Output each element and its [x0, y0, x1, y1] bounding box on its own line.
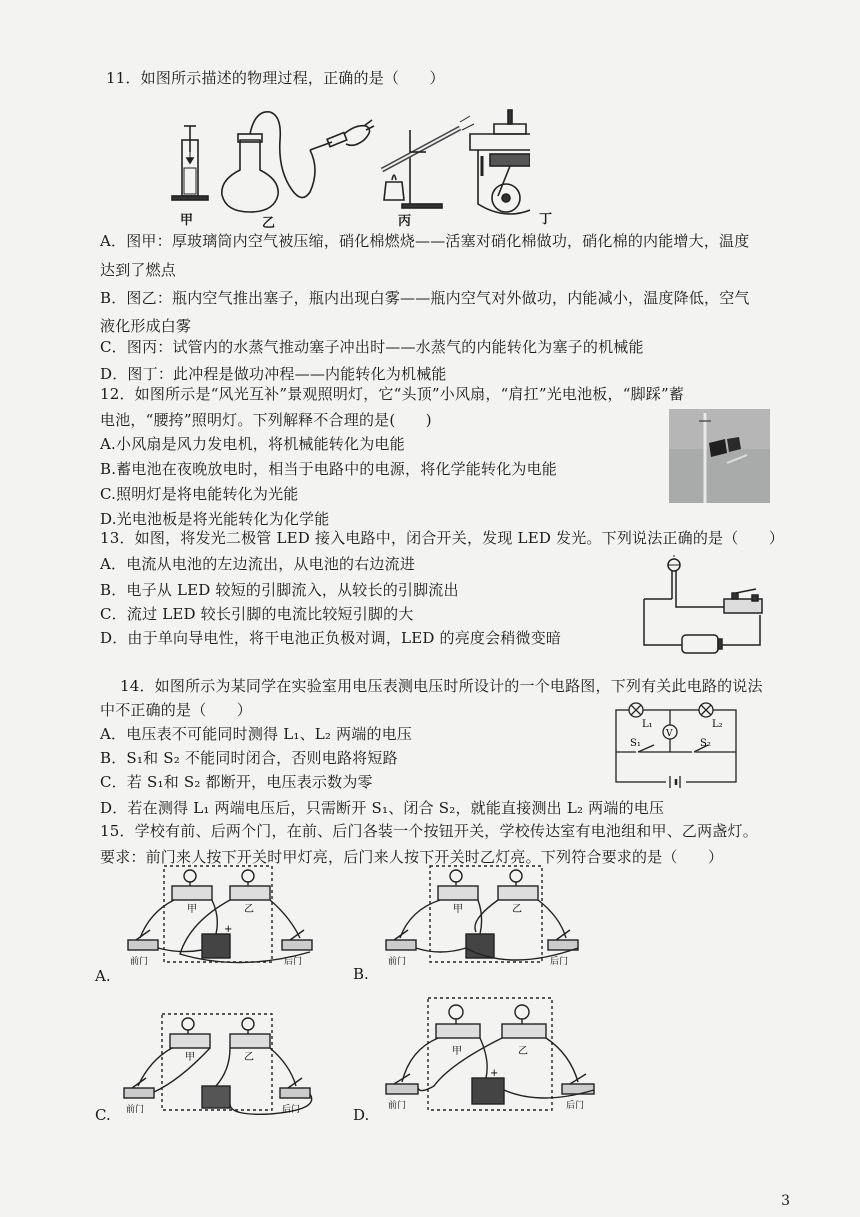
q15-a-door-back: 后门	[284, 957, 303, 967]
q15-option-c-letter: C.	[95, 1106, 111, 1124]
q14-stem-2: 中不正确的是（ ）	[100, 701, 253, 719]
q12-option-d: D.光电池板是将光能转化为化学能	[100, 510, 330, 528]
q15-c-door-front: 前门	[126, 1105, 145, 1115]
q15-a-plus: +	[224, 924, 233, 935]
q15-d-lamp-jia: 甲	[452, 1046, 462, 1057]
q15-b-lamp-yi: 乙	[512, 904, 522, 915]
q13-option-d: D．由于单向导电性，将干电池正负极对调，LED 的亮度会稍微变暗	[100, 629, 562, 647]
q11-option-a-cont: 达到了燃点	[100, 261, 177, 279]
page-number: 3	[781, 1193, 790, 1209]
q15-option-a-letter: A.	[95, 967, 111, 985]
q14-label-s2: S₂	[700, 738, 711, 749]
q15-d-door-front: 前门	[388, 1101, 407, 1111]
q15-stem-2: 要求：前门来人按下开关时甲灯亮，后门来人按下开关时乙灯亮。下列符合要求的是（ ）	[100, 848, 724, 866]
q15-option-c-figure	[120, 1010, 330, 1120]
q14-option-d: D．若在测得 L₁ 两端电压后，只需断开 S₁、闭合 S₂，就能直接测出 L₂ 两端的电压	[100, 799, 665, 817]
q14-label-s1: S₁	[630, 738, 641, 749]
q13-option-b: B．电子从 LED 较短的引脚流入，从较长的引脚流出	[100, 581, 459, 599]
q15-b-lamp-jia: 甲	[453, 904, 463, 915]
q14-label-l2: L₂	[712, 719, 723, 730]
q15-a-lamp-yi: 乙	[244, 904, 254, 915]
q15-stem-1: 15．学校有前、后两个门，在前、后门各装一个按钮开关，学校传达室有电池组和甲、乙两盏灯。	[100, 822, 758, 840]
q11-stem: 11．如图所示描述的物理过程，正确的是（ ）	[106, 69, 445, 87]
q14-stem-1: 14．如图所示为某同学在实验室用电压表测电压时所设计的一个电路图，下列有关此电路的说法	[120, 677, 763, 695]
q11-option-a: A．图甲：厚玻璃筒内空气被压缩，硝化棉燃烧——活塞对硝化棉做功，硝化棉的内能增大，温度	[100, 232, 750, 250]
q15-d-door-back: 后门	[566, 1101, 585, 1111]
q15-b-door-front: 前门	[388, 957, 407, 967]
q14-circuit-diagram	[606, 700, 746, 790]
q11-option-c: C．图丙：试管内的水蒸气推动塞子冲出时——水蒸气的内能转化为塞子的机械能	[100, 338, 644, 356]
q15-a-lamp-jia: 甲	[187, 904, 197, 915]
q15-d-plus: +	[490, 1068, 499, 1079]
q15-c-lamp-jia: 甲	[185, 1052, 195, 1063]
q11-label-jia: 甲	[180, 213, 194, 228]
q14-option-c: C．若 S₁和 S₂ 都断开，电压表示数为零	[100, 773, 373, 791]
q14-label-l1: L₁	[642, 719, 653, 730]
q15-option-b-letter: B.	[353, 965, 369, 983]
q12-stem-1: 12．如图所示是“风光互补”景观照明灯，它“头顶”小风扇，“肩扛”光电池板，“脚踩”蓄	[100, 385, 685, 403]
q14-option-a: A．电压表不可能同时测得 L₁、L₂ 两端的电压	[100, 725, 413, 743]
q15-option-d-letter: D.	[353, 1106, 370, 1124]
q12-option-a: A.小风扇是风力发电机，将机械能转化为电能	[100, 435, 405, 453]
q14-label-v: V	[666, 729, 673, 739]
q15-b-door-back: 后门	[550, 957, 569, 967]
q11-option-b: B．图乙：瓶内空气推出塞子，瓶内出现白雾——瓶内空气对外做功，内能减小，温度降低，空气	[100, 289, 750, 307]
q11-label-ding: 丁	[539, 212, 553, 227]
q13-led-circuit	[636, 553, 776, 663]
q13-stem: 13．如图，将发光二极管 LED 接入电路中，闭合开关，发现 LED 发光。下列说法正确的是（ ）	[100, 529, 785, 547]
q15-option-d-figure	[380, 994, 610, 1119]
q14-option-b: B．S₁和 S₂ 不能同时闭合，否则电路将短路	[100, 749, 398, 767]
q11-option-d: D．图丁：此冲程是做功冲程——内能转化为机械能	[100, 365, 447, 383]
q11-option-b-cont: 液化形成白雾	[100, 317, 192, 335]
q12-option-b: B.蓄电池在夜晚放电时，相当于电路中的电源，将化学能转化为电能	[100, 460, 557, 478]
q15-option-b-figure	[380, 862, 590, 972]
q12-option-c: C.照明灯是将电能转化为光能	[100, 485, 299, 503]
q12-photo	[669, 409, 770, 503]
q11-label-bing: 丙	[398, 214, 412, 229]
q15-c-lamp-yi: 乙	[244, 1052, 254, 1063]
q15-option-a-figure	[120, 862, 320, 972]
q12-stem-2: 电池，“腰挎”照明灯。下列解释不合理的是( )	[100, 411, 432, 429]
q13-option-c: C．流过 LED 较长引脚的电流比较短引脚的大	[100, 605, 414, 623]
q13-option-a: A．电流从电池的左边流出，从电池的右边流进	[100, 555, 416, 573]
q15-d-lamp-yi: 乙	[518, 1046, 528, 1057]
q11-figures	[160, 100, 530, 235]
q11-label-yi: 乙	[262, 216, 276, 231]
q15-a-door-front: 前门	[130, 957, 149, 967]
q15-c-door-back: 后门	[282, 1105, 301, 1115]
